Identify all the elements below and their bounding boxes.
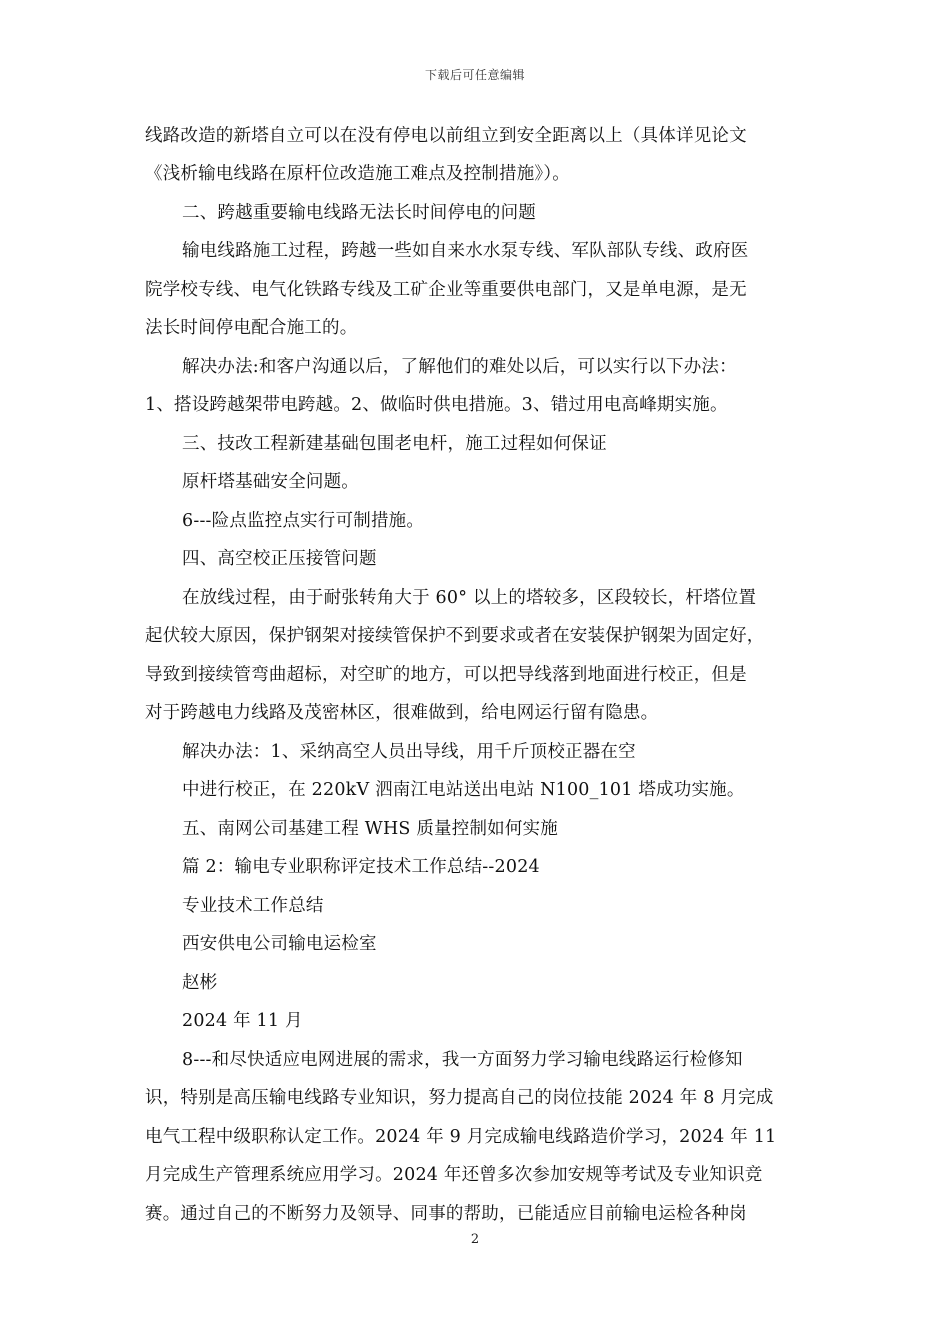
body-line: 识，特别是高压输电线路专业知识，努力提高自己的岗位技能 2024 年 8 月完成 (145, 1088, 774, 1108)
body-line: 中进行校正，在 220kV 泗南江电站送出电站 N100_101 塔成功实施。 (182, 780, 745, 800)
page-number: 2 (470, 1232, 480, 1247)
section-heading: 二、跨越重要输电线路无法长时间停电的问题 (182, 203, 536, 223)
body-line: 6---险点监控点实行可制措施。 (182, 511, 425, 531)
body-line: 在放线过程，由于耐张转角大于 60° 以上的塔较多，区段较长，杆塔位置 (182, 588, 757, 608)
body-line: 西安供电公司输电运检室 (182, 934, 377, 954)
body-line: 解决办法:和客户沟通以后，了解他们的难处以后，可以实行以下办法： (182, 357, 737, 377)
body-line: 解决办法：1、采纳高空人员出导线，用千斤顶校正器在空 (182, 742, 636, 762)
body-line: 导致到接续管弯曲超标，对空旷的地方，可以把导线落到地面进行校正，但是 (145, 665, 747, 685)
body-line: 8---和尽快适应电网进展的需求，我一方面努力学习输电线路运行检修知 (182, 1050, 743, 1070)
body-line: 专业技术工作总结 (182, 896, 324, 916)
body-line: 赛。通过自己的不断努力及领导、同事的帮助，已能适应目前输电运检各种岗 (145, 1204, 747, 1224)
body-line: 原杆塔基础安全问题。 (182, 472, 359, 492)
body-line: 月完成生产管理系统应用学习。2024 年还曾多次参加安规等考试及专业知识竞 (145, 1165, 763, 1185)
section-heading: 篇 2：输电专业职称评定技术工作总结--2024 (182, 857, 540, 877)
body-line: 电气工程中级职称认定工作。2024 年 9 月完成输电线路造价学习，2024 年 11 (145, 1127, 777, 1147)
body-line: 法长时间停电配合施工的。 (145, 318, 358, 338)
body-line: 线路改造的新塔自立可以在没有停电以前组立到安全距离以上（具体详见论文 (145, 126, 747, 146)
body-line: 输电线路施工过程，跨越一些如自来水水泵专线、军队部队专线、政府医 (182, 241, 749, 261)
body-line: 起伏较大原因，保护钢架对接续管保护不到要求或者在安装保护钢架为固定好， (145, 626, 765, 646)
body-line: 赵彬 (182, 973, 218, 993)
body-line: 1、搭设跨越架带电跨越。2、做临时供电措施。3、错过用电高峰期实施。 (145, 395, 728, 415)
section-heading: 五、南网公司基建工程 WHS 质量控制如何实施 (182, 819, 558, 839)
section-heading: 四、高空校正压接管问题 (182, 549, 377, 569)
body-line: 对于跨越电力线路及茂密林区，很难做到，给电网运行留有隐患。 (145, 703, 659, 723)
section-heading: 三、技改工程新建基础包围老电杆，施工过程如何保证 (182, 434, 607, 454)
body-line: 2024 年 11 月 (182, 1011, 303, 1031)
page-header: 下载后可任意编辑 (424, 68, 525, 82)
body-line: 《浅析输电线路在原杆位改造施工难点及控制措施》）。 (145, 164, 570, 184)
body-line: 院学校专线、电气化铁路专线及工矿企业等重要供电部门，又是单电源，是无 (145, 280, 747, 300)
